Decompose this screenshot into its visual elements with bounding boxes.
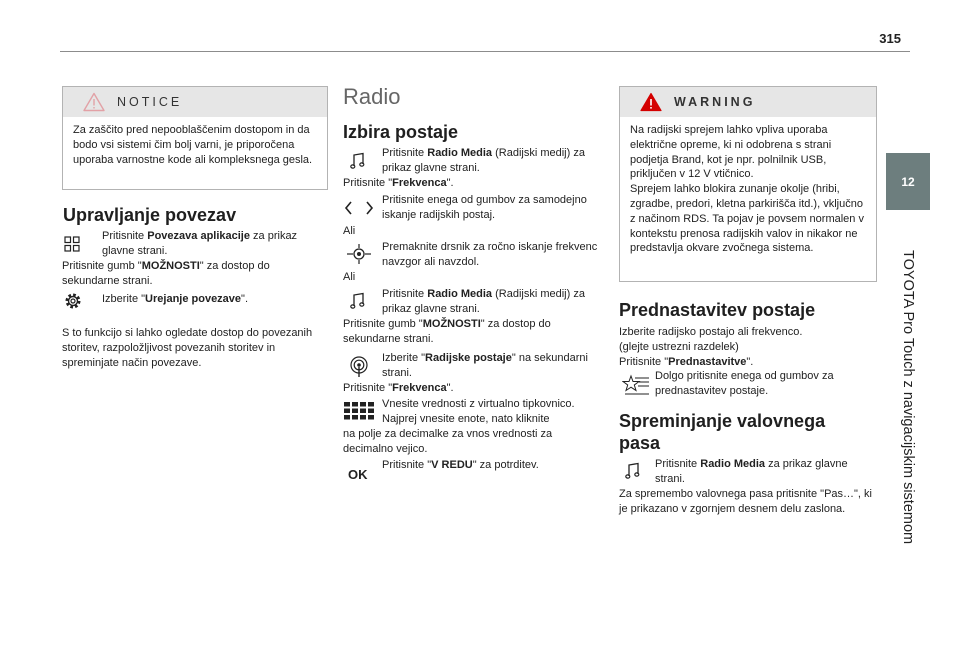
station-step-4: Premaknite drsnik za ročno iskanje frekvenc navzgor ali navzdol. (382, 241, 598, 268)
top-divider (60, 51, 910, 52)
preset-heading: Prednastavitev postaje (619, 300, 816, 320)
station-or-1: Ali (343, 225, 356, 237)
station-select-heading: Izbira postaje (343, 122, 459, 142)
band-heading: Spreminjanje valovnega pasa (619, 411, 826, 453)
station-step-5: Pritisnite Radio Media (Radijski medij) za prikaz glavne strani. (382, 288, 585, 315)
seek-arrows-icon (344, 200, 374, 216)
preset-text: Izberite radijsko postajo ali frekvenco. (glejte ustrezni razdelek) Pritisnite "Prednastavitve". (619, 326, 803, 368)
connections-step-1: Pritisnite Povezava aplikacije za prikaz glavne strani. (102, 230, 298, 257)
keyboard-icon (344, 402, 374, 424)
preset-star-icon (622, 374, 650, 396)
slider-tuner-icon (346, 243, 372, 265)
chapter-tab: 12 (886, 153, 930, 210)
radio-title: Radio (343, 84, 401, 109)
warning-paragraph-2: Sprejem lahko blokira zunanje okolje (hribi, zgradbe, predori, kletna parkirišča itd.), vključno z načinom RDS. Ta pojav je povsem normalen v kontekstu prenosa radijskih valov in nikakor ne predstavlja okvare zvočnega sistema. (630, 183, 864, 255)
warning-box (619, 86, 877, 282)
station-step-8: Pritisnite "Frekvenca". (343, 382, 454, 394)
connections-paragraph: S to funkcijo si lahko ogledate dostop do povezanih storitev, razpoložljivost povezanih storitev in spreminjate način povezave. (62, 327, 313, 369)
settings-gear-icon (64, 292, 82, 310)
warning-header (620, 87, 876, 117)
connections-step-3: Izberite "Urejanje povezave". (102, 293, 249, 305)
preset-step: Dolgo pritisnite enega od gumbov za prednastavitev postaje. (655, 370, 834, 397)
music-note-icon (350, 152, 366, 170)
ok-label: OK (348, 467, 368, 482)
station-step-3: Pritisnite enega od gumbov za samodejno iskanje radijskih postaj. (382, 194, 587, 221)
station-step-10: Pritisnite "V REDU" za potrditev. (382, 459, 539, 471)
station-step-1: Pritisnite Radio Media (Radijski medij) za prikaz glavne strani. (382, 147, 585, 174)
warning-triangle-icon (640, 92, 662, 112)
warning-paragraph-1: Na radijski sprejem lahko vpliva uporaba električne opreme, ki ni odobrena s strani podjetja Brand, kot je npr. polnilnik USB, priključen v 12 V vtičnico. (630, 124, 832, 181)
station-step-6: Pritisnite gumb "MOŽNOSTI" za dostop do sekundarne strani. (343, 318, 551, 345)
music-note-icon (350, 292, 366, 310)
warning-body (620, 117, 876, 262)
page-number: 315 (879, 31, 901, 46)
notice-body: Za zaščito pred nepooblaščenim dostopom in da bodo vsi sistemi čim bolj varni, je priporočena uporaba varnostne kode ali kompleksnega gesla. (73, 124, 313, 166)
warning-title: WARNING (674, 95, 756, 109)
warning-triangle-icon (83, 92, 105, 112)
music-note-icon (625, 462, 641, 480)
station-or-2: Ali (343, 271, 356, 283)
notice-title: NOTICE (117, 95, 183, 109)
station-step-7: Izberite "Radijske postaje" na sekundarni strani. (382, 352, 588, 379)
notice-header (63, 87, 327, 117)
station-step-9-continued: na polje za decimalke za vnos vrednosti za decimalno vejico. (343, 428, 553, 455)
chapter-title: TOYOTA Pro Touch z navigacijskim sistemom (900, 249, 916, 545)
notice-box (62, 86, 328, 190)
station-step-9: Vnesite vrednosti z virtualno tipkovnico. Najprej vnesite enote, nato kliknite (382, 398, 575, 425)
band-step-2: Za spremembo valovnega pasa pritisnite "Pas…", ki je prikazano v zgornjem desnem delu zaslona. (619, 488, 872, 515)
connections-heading: Upravljanje povezav (63, 205, 237, 225)
station-step-2: Pritisnite "Frekvenca". (343, 177, 454, 189)
radio-station-icon (349, 356, 369, 378)
connections-step-2: Pritisnite gumb "MOŽNOSTI" za dostop do sekundarne strani. (62, 260, 270, 287)
band-step-1: Pritisnite Radio Media za prikaz glavne strani. (655, 458, 848, 485)
apps-grid-icon (64, 236, 80, 252)
